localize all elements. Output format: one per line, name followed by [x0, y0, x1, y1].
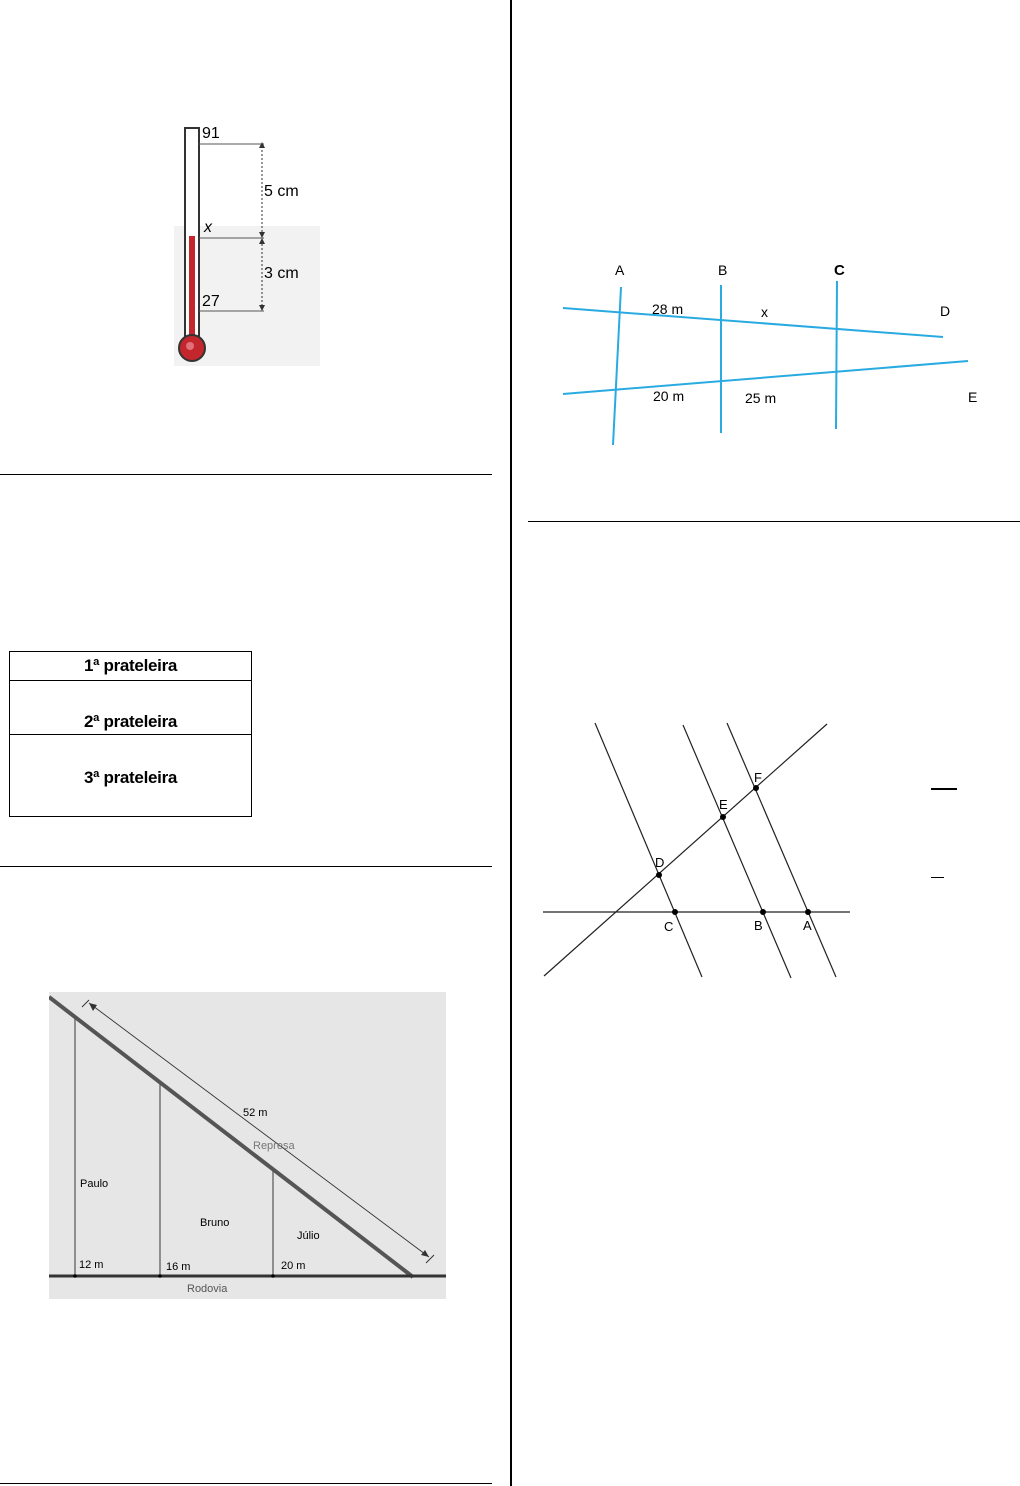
unknown-reading: x — [204, 219, 212, 236]
land-plots-figure — [49, 992, 446, 1299]
point-d: D — [655, 855, 665, 870]
point-e: E — [719, 797, 728, 812]
shelf-2: 2ª prateleira — [83, 712, 178, 731]
shelf-1: 1ª prateleira — [83, 656, 178, 675]
lower-distance: 3 cm — [264, 265, 299, 282]
dam-label: Represa — [253, 1140, 295, 1152]
section-divider-1 — [0, 474, 492, 475]
label-d: D — [940, 303, 951, 319]
segment-28m: 28 m — [652, 301, 684, 317]
parallel-streets-figure — [555, 255, 995, 450]
street-line-c — [836, 281, 837, 429]
transversals-figure — [540, 720, 860, 982]
street-line-a — [613, 287, 621, 445]
point-c: C — [664, 919, 674, 934]
shelf-3: 3ª prateleira — [83, 768, 178, 787]
segment-25m: 25 m — [745, 390, 777, 406]
parallel-line-2 — [683, 725, 791, 978]
top-reading: 91 — [202, 125, 220, 142]
front-bruno: 16 m — [166, 1261, 191, 1273]
parallel-line-3 — [727, 723, 836, 977]
section-divider-4 — [528, 521, 1020, 522]
label-c: C — [834, 262, 845, 279]
bottom-reading: 27 — [202, 293, 220, 310]
front-julio: 20 m — [281, 1260, 306, 1272]
label-a: A — [615, 262, 625, 278]
segment-x: x — [761, 304, 768, 320]
owner-julio: Júlio — [297, 1230, 320, 1242]
shelf-divider — [10, 680, 251, 681]
label-b: B — [718, 262, 728, 278]
owner-bruno: Bruno — [200, 1217, 230, 1229]
section-divider-2 — [0, 866, 492, 867]
shelves-diagram — [9, 651, 252, 817]
column-divider — [510, 0, 512, 1486]
upper-distance: 5 cm — [264, 183, 299, 200]
owner-paulo: Paulo — [80, 1178, 109, 1190]
mercury-column — [189, 236, 195, 348]
front-paulo: 12 m — [79, 1259, 104, 1271]
label-e: E — [968, 389, 978, 405]
shelf-divider — [10, 734, 251, 735]
fraction-bar — [931, 877, 944, 878]
point-f: F — [754, 770, 762, 785]
dam-length-label: 52 m — [243, 1107, 268, 1119]
point-b: B — [754, 918, 763, 933]
point-a: A — [803, 918, 812, 933]
section-divider-3 — [0, 1483, 492, 1484]
fraction-bar — [931, 788, 957, 790]
road-label: Rodovia — [187, 1283, 228, 1295]
thermometer-figure — [160, 118, 320, 368]
segment-20m: 20 m — [653, 388, 685, 404]
